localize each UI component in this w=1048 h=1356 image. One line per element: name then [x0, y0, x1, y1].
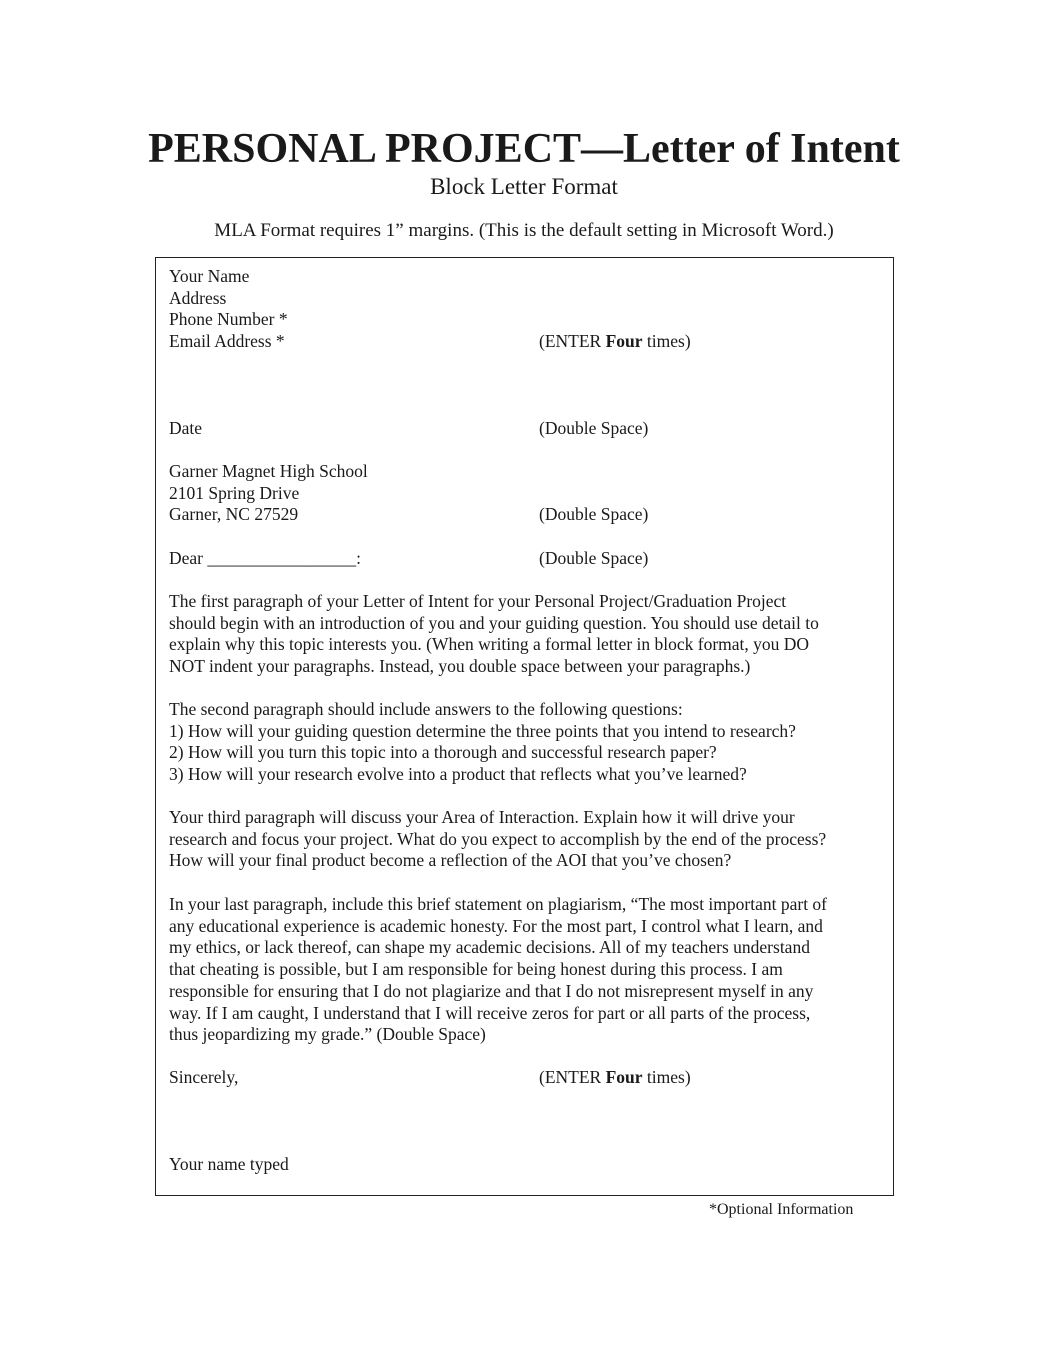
double-space-note: (Double Space): [539, 548, 649, 568]
paragraph-line: responsible for ensuring that I do not plagiarize and that I do not misrepresent myself in any: [169, 980, 814, 1001]
recipient-line-1: Garner Magnet High School: [169, 461, 368, 481]
sender-email: Email Address *: [169, 331, 285, 351]
salutation: Dear _________________:: [169, 548, 361, 568]
paragraph-area-of-interaction: [169, 807, 885, 872]
paragraph-line: that cheating is possible, but I am responsible for being honest during this process. I am: [169, 959, 783, 980]
sender-name: Your Name: [169, 266, 250, 286]
paragraph-line: explain why this topic interests you. (When writing a formal letter in block format, you DO: [169, 634, 810, 655]
paragraph-line: any educational experience is academic honesty. For the most part, I control what I learn, and: [169, 915, 823, 936]
letter-template-box: [155, 257, 894, 1196]
double-space-note: (Double Space): [539, 418, 649, 438]
enter-four-times-note: (ENTER Four times): [539, 1067, 691, 1087]
paragraph-questions: [169, 699, 885, 786]
sender-phone: Phone Number *: [169, 309, 288, 329]
double-space-note: (Double Space): [539, 504, 649, 524]
paragraph-line: Your third paragraph will discuss your Area of Interaction. Explain how it will drive your: [169, 807, 795, 827]
paragraph-introduction: [169, 591, 885, 678]
paragraph-line: The first paragraph of your Letter of Intent for your Personal Project/Graduation Project: [169, 591, 787, 611]
enter-four-times-note: (ENTER Four times): [539, 331, 691, 351]
paragraph-line: should begin with an introduction of you and your guiding question. You should use detail to: [169, 612, 819, 633]
paragraph-line: How will your final product become a reflection of the AOI that you’ve chosen?: [169, 850, 732, 871]
optional-information-footnote: *Optional Information: [709, 1201, 854, 1218]
question-item: 1) How will your guiding question determine the three points that you intend to research?: [169, 720, 796, 741]
document-title: PERSONAL PROJECT—Letter of Intent: [148, 126, 900, 172]
paragraph-plagiarism-statement: [169, 894, 885, 1046]
document-subtitle: Block Letter Format: [430, 174, 618, 199]
paragraph-line: The second paragraph should include answers to the following questions:: [169, 699, 683, 719]
question-item: 2) How will you turn this topic into a thorough and successful research paper?: [169, 742, 717, 763]
paragraph-line: NOT indent your paragraphs. Instead, you double space between your paragraphs.): [169, 656, 751, 677]
mla-format-note: MLA Format requires 1” margins. (This is the default setting in Microsoft Word.): [214, 220, 834, 241]
question-item: 3) How will your research evolve into a product that reflects what you’ve learned?: [169, 764, 747, 785]
date-label: Date: [169, 418, 203, 438]
sender-address: Address: [169, 288, 227, 308]
signature-name: Your name typed: [169, 1154, 289, 1174]
paragraph-line: my ethics, or lack thereof, can shape my academic decisions. All of my teachers understand: [169, 937, 810, 958]
paragraph-line: way. If I am caught, I understand that I will receive zeros for part or all parts of the process,: [169, 1002, 811, 1023]
paragraph-line: In your last paragraph, include this brief statement on plagiarism, “The most important part of: [169, 894, 828, 914]
paragraph-line: research and focus your project. What do you expect to accomplish by the end of the process?: [169, 828, 827, 849]
paragraph-line: thus jeopardizing my grade.” (Double Space): [169, 1024, 486, 1045]
recipient-line-2: 2101 Spring Drive: [169, 483, 300, 503]
recipient-line-3: Garner, NC 27529: [169, 504, 299, 524]
closing: Sincerely,: [169, 1067, 239, 1087]
